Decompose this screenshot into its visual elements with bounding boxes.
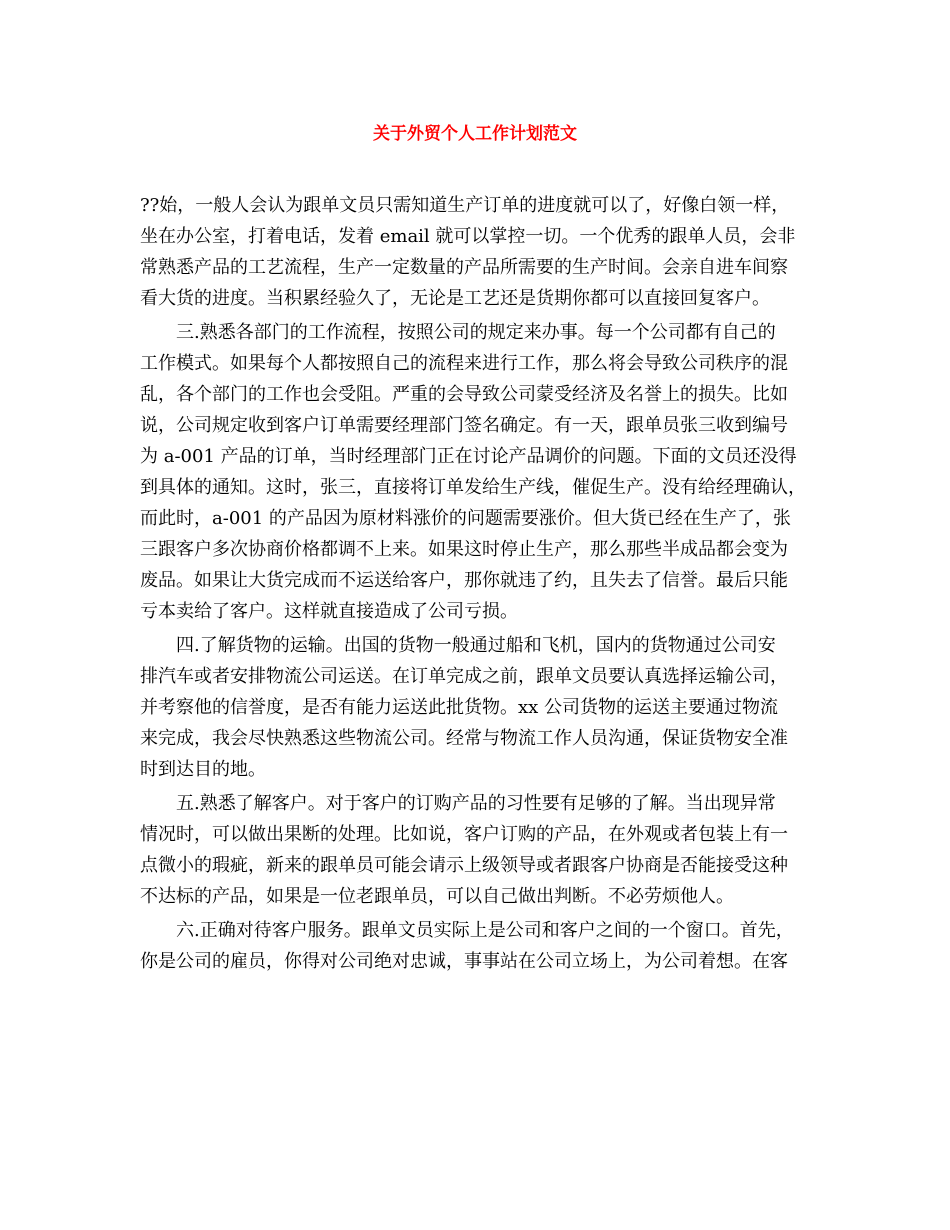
paragraph-line: 五.熟悉了解客户。对于客户的订购产品的习性要有足够的了解。当出现异常 xyxy=(176,793,776,814)
paragraph-line: 而此时，a-001 的产品因为原材料涨价的问题需要涨价。但大货已经在生产了，张 xyxy=(140,508,791,529)
paragraph xyxy=(140,788,830,912)
paragraph-line: 废品。如果让大货完成而不运送给客户，那你就违了约，且失去了信誉。最后只能 xyxy=(140,570,788,591)
paragraph-line: 常熟悉产品的工艺流程，生产一定数量的产品所需要的生产时间。会亲自进车间察 xyxy=(140,257,788,278)
paragraph-line: 你是公司的雇员，你得对公司绝对忠诚，事事站在公司立场上，为公司着想。在客 xyxy=(140,951,788,972)
paragraph-line: 乱，各个部门的工作也会受阻。严重的会导致公司蒙受经济及名誉上的损失。比如 xyxy=(140,384,788,405)
document-title: 关于外贸个人工作计划范文 xyxy=(373,124,577,144)
paragraph-line: 三.熟悉各部门的工作流程，按照公司的规定来办事。每一个公司都有自己的 xyxy=(176,322,776,343)
paragraph-line: 坐在办公室，打着电话，发着 email 就可以掌控一切。一个优秀的跟单人员，会非 xyxy=(140,226,796,247)
paragraph-line: 点微小的瑕疵，新来的跟单员可能会请示上级领导或者跟客户协商是否能接受这种 xyxy=(140,855,788,876)
paragraph xyxy=(140,630,830,785)
paragraph-line: 来完成，我会尽快熟悉这些物流公司。经常与物流工作人员沟通，保证货物安全准 xyxy=(140,728,788,749)
paragraph-line: 不达标的产品，如果是一位老跟单员，可以自己做出判断。不必劳烦他人。 xyxy=(140,886,734,907)
paragraph xyxy=(140,317,830,627)
paragraph-line: 说，公司规定收到客户订单需要经理部门签名确定。有一天，跟单员张三收到编号 xyxy=(140,415,788,436)
paragraph xyxy=(140,915,830,977)
paragraph-line: 为 a-001 产品的订单，当时经理部门正在讨论产品调价的问题。下面的文员还没得 xyxy=(140,446,797,467)
paragraph-line: 时到达目的地。 xyxy=(140,759,266,780)
document-body xyxy=(140,190,830,977)
paragraph-line: 四.了解货物的运输。出国的货物一般通过船和飞机，国内的货物通过公司安 xyxy=(176,635,776,656)
paragraph-line: 看大货的进度。当积累经验久了，无论是工艺还是货期你都可以直接回复客户。 xyxy=(140,288,770,309)
paragraph-line: 排汽车或者安排物流公司运送。在订单完成之前，跟单文员要认真选择运输公司， xyxy=(140,666,788,687)
paragraph-line: 六.正确对待客户服务。跟单文员实际上是公司和客户之间的一个窗口。首先， xyxy=(176,920,794,941)
paragraph-line: 到具体的通知。这时，张三，直接将订单发给生产线，催促生产。没有给经理确认， xyxy=(140,477,806,498)
paragraph-line: ??始，一般人会认为跟单文员只需知道生产订单的进度就可以了，好像白领一样， xyxy=(140,195,790,216)
paragraph-line: 并考察他的信誉度，是否有能力运送此批货物。xx 公司货物的运送主要通过物流 xyxy=(140,697,779,718)
paragraph-line: 情况时，可以做出果断的处理。比如说，客户订购的产品，在外观或者包装上有一 xyxy=(140,824,788,845)
paragraph-line: 工作模式。如果每个人都按照自己的流程来进行工作，那么将会导致公司秩序的混 xyxy=(140,353,788,374)
paragraph-line: 三跟客户多次协商价格都调不上来。如果这时停止生产，那么那些半成品都会变为 xyxy=(140,539,788,560)
paragraph xyxy=(140,190,830,314)
paragraph-line: 亏本卖给了客户。这样就直接造成了公司亏损。 xyxy=(140,601,518,622)
